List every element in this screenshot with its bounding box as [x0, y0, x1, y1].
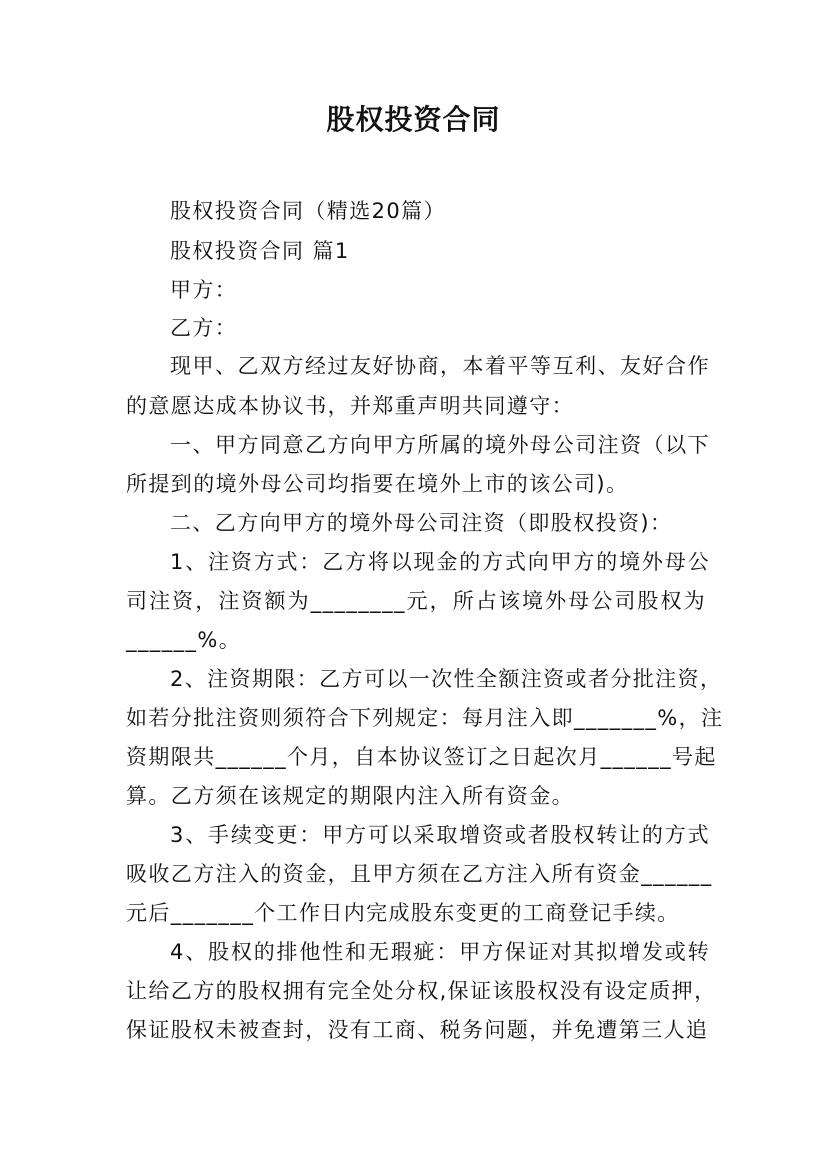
text-line: 所提到的境外母公司均指要在境外上市的该公司)。 — [126, 472, 629, 496]
text-line: 的意愿达成本协议书，并郑重声明共同遵守： — [126, 394, 574, 418]
text-line: 2、注资期限：乙方可以一次性全额注资或者分批注资， — [170, 667, 723, 691]
text-line: 如若分批注资则须符合下列规定：每月注入即_______%，注 — [126, 706, 724, 730]
text-line: 算。乙方须在该规定的期限内注入所有资金。 — [126, 784, 574, 808]
text-line: 4、股权的排他性和无瑕疵：甲方保证对其拟增发或转 — [170, 940, 710, 964]
text-line: 股权投资合同 篇1 — [170, 239, 350, 263]
text-line: 甲方： — [170, 278, 238, 302]
text-line: 乙方： — [170, 316, 238, 340]
text-line: 资期限共______个月，自本协议签订之日起次月______号起 — [126, 745, 717, 769]
text-line: 1、注资方式：乙方将以现金的方式向甲方的境外母公 — [170, 550, 710, 574]
document-title: 股权投资合同 — [326, 103, 501, 136]
text-line: 司注资，注资额为________元，所占该境外母公司股权为 — [126, 589, 706, 613]
text-line: 二、乙方向甲方的境外母公司注资（即股权投资)： — [170, 511, 673, 535]
text-line: 让给乙方的股权拥有完全处分权,保证该股权没有设定质押， — [126, 979, 717, 1003]
text-line: 股权投资合同（精选20篇） — [170, 199, 446, 223]
text-line: 元后_______个工作日内完成股东变更的工商登记手续。 — [126, 901, 680, 925]
text-line: 吸收乙方注入的资金，且甲方须在乙方注入所有资金______ — [126, 862, 713, 886]
text-line: 一、甲方同意乙方向甲方所属的境外母公司注资（以下 — [170, 433, 710, 457]
text-line: 3、手续变更：甲方可以采取增资或者股权转让的方式 — [170, 823, 710, 847]
text-line: 现甲、乙双方经过友好协商，本着平等互利、友好合作 — [170, 354, 710, 378]
text-line: 保证股权未被查封，没有工商、税务问题，并免遭第三人追 — [126, 1018, 709, 1042]
text-line: ______%。 — [126, 628, 242, 652]
